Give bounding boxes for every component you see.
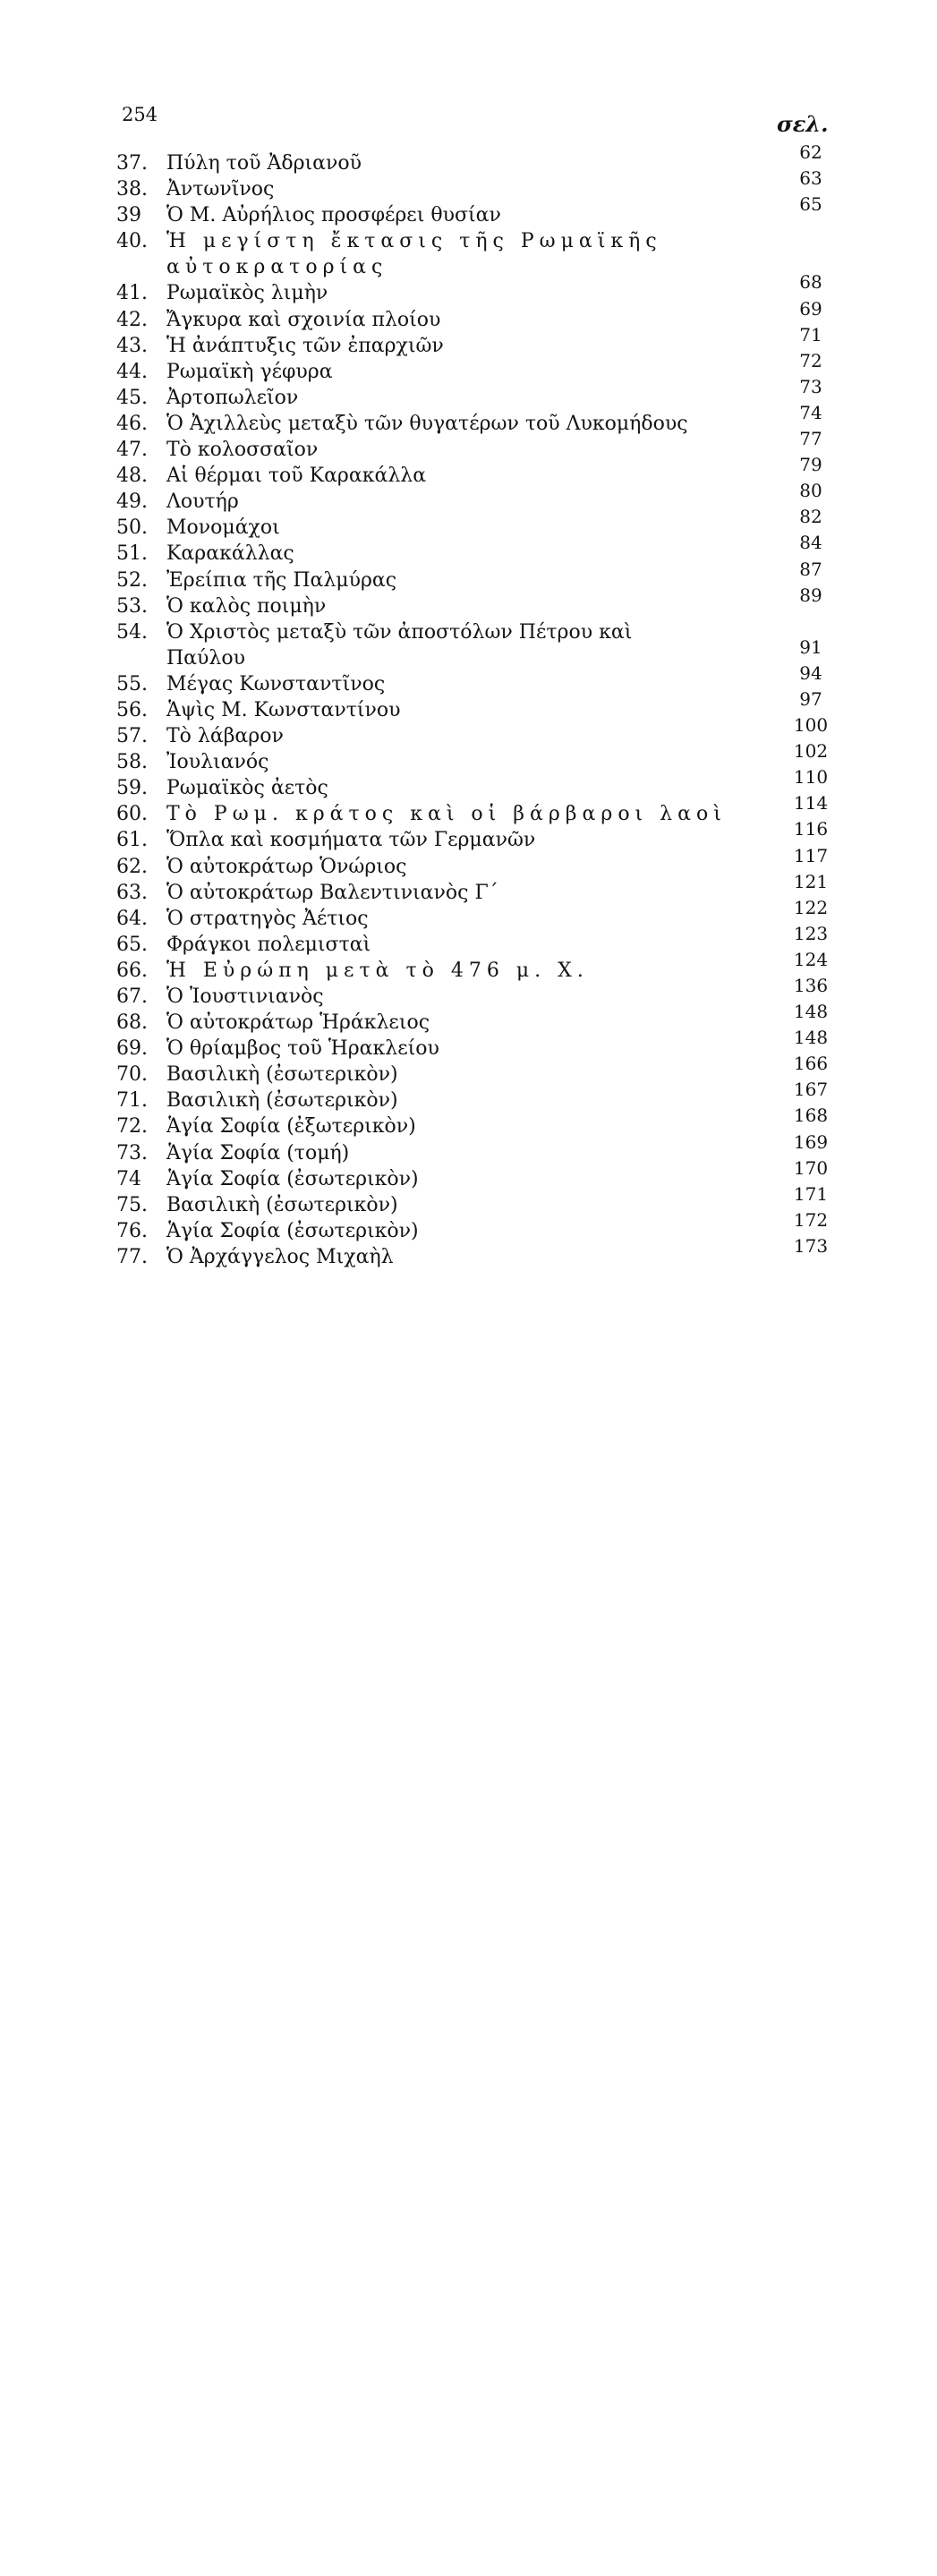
entry-title: Ἡ ἀνάπτυξις τῶν ἐπαρχιῶν bbox=[166, 334, 444, 357]
entry-title: Καρακάλλας bbox=[166, 542, 294, 566]
entry-number: 69. bbox=[116, 1037, 148, 1061]
page-column-header: σελ. bbox=[777, 111, 829, 137]
entry-number: 51. bbox=[116, 542, 148, 566]
entry-title: αὐτοκρατορίας bbox=[166, 256, 388, 279]
entry-title: Ὁ καλὸς ποιμὴν bbox=[166, 594, 327, 618]
entry-number: 46. bbox=[116, 412, 148, 435]
entry-number: 43. bbox=[116, 334, 148, 357]
entry-page-number: 123 bbox=[793, 922, 829, 944]
entry-number: 62. bbox=[116, 855, 148, 878]
entry-number: 39 bbox=[116, 204, 141, 227]
entry-title: Ἰουλιανός bbox=[166, 751, 269, 774]
entry-page-number: 89 bbox=[799, 584, 822, 606]
entry-page-number: 121 bbox=[793, 870, 829, 892]
entry-page-number: 100 bbox=[793, 714, 829, 737]
entry-title: Ἡ μεγίστη ἔκτασις τῆς Ρωμαϊκῆς bbox=[166, 230, 662, 253]
entry-number: 54. bbox=[116, 620, 148, 644]
entry-page-number: 72 bbox=[799, 349, 822, 371]
entry-title: Τὸ Ρωμ. κράτος καὶ οἱ βάρβαροι λαοὶ bbox=[166, 803, 727, 826]
entry-number: 53. bbox=[116, 594, 148, 618]
entry-number: 48. bbox=[116, 465, 148, 488]
entry-page-number: 63 bbox=[799, 167, 822, 190]
entry-title: Μονομάχοι bbox=[166, 516, 280, 540]
entry-title: Ὁ Ἀχιλλεὺς μεταξὺ τῶν θυγατέρων τοῦ Λυκομήδους bbox=[166, 412, 688, 435]
entry-page-number: 116 bbox=[793, 818, 829, 840]
entry-title: Βασιλικὴ (ἐσωτερικὸν) bbox=[166, 1089, 398, 1113]
entry-number: 63. bbox=[116, 881, 148, 904]
entry-page-number: 110 bbox=[793, 766, 829, 789]
entry-title: Αἱ θέρμαι τοῦ Καρακάλλα bbox=[166, 465, 427, 488]
entry-title: Βασιλικὴ (ἐσωτερικὸν) bbox=[166, 1063, 398, 1087]
entry-page-number: 94 bbox=[799, 661, 822, 684]
entry-number: 60. bbox=[116, 803, 148, 826]
entry-title: Ἐρείπια τῆς Παλμύρας bbox=[166, 568, 397, 592]
entry-page-number: 87 bbox=[799, 558, 822, 580]
entry-title: Ἁγία Σοφία (ἐξωτερικὸν) bbox=[166, 1115, 416, 1139]
entry-page-number: 97 bbox=[799, 687, 822, 710]
entry-page-number: 79 bbox=[799, 454, 822, 476]
entry-number: 57. bbox=[116, 725, 148, 748]
entry-number: 41. bbox=[116, 282, 148, 305]
entry-page-number: 62 bbox=[799, 141, 822, 163]
entry-title: Παύλου bbox=[166, 646, 245, 670]
entry-title: Τὸ κολοσσαῖον bbox=[166, 439, 319, 462]
entry-number: 75. bbox=[116, 1193, 148, 1216]
entry-page-number: 136 bbox=[793, 975, 829, 996]
entry-number: 68. bbox=[116, 1011, 148, 1035]
entry-number: 49. bbox=[116, 490, 148, 514]
entry-page-number: 122 bbox=[793, 896, 829, 918]
entry-title: Βασιλικὴ (ἐσωτερικὸν) bbox=[166, 1193, 398, 1216]
entry-page-number: 82 bbox=[799, 506, 822, 528]
entry-title: Ὁ αὐτοκράτωρ Ὁνώριος bbox=[166, 855, 407, 878]
entry-page-number: 173 bbox=[793, 1234, 829, 1257]
list-item bbox=[0, 1234, 937, 1270]
entry-number: 40. bbox=[116, 230, 148, 253]
entry-number: 71. bbox=[116, 1089, 148, 1113]
entry-title: Πύλη τοῦ Ἀδριανοῦ bbox=[166, 152, 362, 175]
entry-number: 47. bbox=[116, 439, 148, 462]
entry-number: 38. bbox=[116, 178, 148, 201]
entry-number: 76. bbox=[116, 1219, 148, 1242]
entry-number: 52. bbox=[116, 568, 148, 592]
entry-title: Ὅπλα καὶ κοσμήματα τῶν Γερμανῶν bbox=[166, 829, 536, 852]
entry-title: Ἁψὶς Μ. Κωνσταντίνου bbox=[166, 698, 401, 721]
entry-page-number: 124 bbox=[793, 948, 829, 970]
entry-title: Ὁ Μ. Αὐρήλιος προσφέρει θυσίαν bbox=[166, 204, 501, 227]
entry-page-number: 167 bbox=[793, 1079, 829, 1101]
entry-page-number: 84 bbox=[799, 532, 822, 554]
entry-page-number: 80 bbox=[799, 480, 822, 502]
entry-page-number: 168 bbox=[793, 1105, 829, 1127]
entry-number: 70. bbox=[116, 1063, 148, 1087]
entry-page-number: 68 bbox=[799, 271, 822, 294]
entry-number: 59. bbox=[116, 777, 148, 800]
entry-page-number: 117 bbox=[793, 844, 829, 866]
entry-page-number: 169 bbox=[793, 1130, 829, 1153]
entry-number: 72. bbox=[116, 1115, 148, 1139]
entry-number: 50. bbox=[116, 516, 148, 540]
entry-title: Ἡ Εὐρώπη μετὰ τὸ 476 μ. Χ. bbox=[166, 959, 589, 982]
entry-page-number: 71 bbox=[799, 323, 822, 345]
entry-number: 42. bbox=[116, 308, 148, 331]
entry-number: 74 bbox=[116, 1167, 141, 1190]
entry-page-number: 69 bbox=[799, 297, 822, 320]
entry-number: 64. bbox=[116, 907, 148, 930]
entry-number: 56. bbox=[116, 698, 148, 721]
entry-page-number: 77 bbox=[799, 428, 822, 450]
entry-number: 44. bbox=[116, 360, 148, 383]
entry-title: Ὁ Χριστὸς μεταξὺ τῶν ἀποστόλων Πέτρου καὶ bbox=[166, 620, 633, 644]
entry-title: Ὁ αὐτοκράτωρ Βαλεντινιανὸς Γ΄ bbox=[166, 881, 498, 904]
entry-number: 37. bbox=[116, 152, 148, 175]
entry-number: 65. bbox=[116, 933, 148, 956]
entry-title: Ὁ Ἰουστινιανὸς bbox=[166, 985, 324, 1008]
entry-page-number: 148 bbox=[793, 1027, 829, 1049]
entry-title: Ἁγία Σοφία (ἐσωτερικὸν) bbox=[166, 1167, 419, 1190]
entry-title: Ἁγία Σοφία (ἐσωτερικὸν) bbox=[166, 1219, 419, 1242]
entry-number: 67. bbox=[116, 985, 148, 1008]
entry-title: Λουτήρ bbox=[166, 490, 239, 514]
entry-number: 73. bbox=[116, 1141, 148, 1164]
entry-page-number: 65 bbox=[799, 193, 822, 216]
entry-page-number: 73 bbox=[799, 375, 822, 397]
entry-title: Μέγας Κωνσταντῖνος bbox=[166, 672, 386, 695]
entry-page-number: 74 bbox=[799, 401, 822, 423]
entry-page-number: 171 bbox=[793, 1182, 829, 1205]
entry-page-number: 170 bbox=[793, 1156, 829, 1179]
entry-number: 61. bbox=[116, 829, 148, 852]
entry-title: Ἀντωνῖνος bbox=[166, 178, 275, 201]
entry-number: 58. bbox=[116, 751, 148, 774]
entry-page-number: 91 bbox=[799, 635, 822, 658]
entry-title: Ὁ στρατηγὸς Ἀέτιος bbox=[166, 907, 369, 930]
entry-title: Ὁ θρίαμβος τοῦ Ἡρακλείου bbox=[166, 1037, 439, 1061]
entry-title: Ἁγία Σοφία (τομή) bbox=[166, 1141, 350, 1164]
table-of-illustrations bbox=[0, 141, 937, 1270]
entry-number: 55. bbox=[116, 672, 148, 695]
entry-page-number: 114 bbox=[793, 792, 829, 815]
entry-title: Ἀρτοπωλεῖον bbox=[166, 386, 299, 409]
entry-number: 77. bbox=[116, 1245, 148, 1268]
entry-page-number: 148 bbox=[793, 1001, 829, 1023]
entry-title: Ὁ αὐτοκράτωρ Ἡράκλειος bbox=[166, 1011, 430, 1035]
entry-title: Ὁ Ἀρχάγγελος Μιχαὴλ bbox=[166, 1245, 394, 1268]
entry-title: Ρωμαϊκὸς ἀετὸς bbox=[166, 777, 328, 800]
entry-title: Ἄγκυρα καὶ σχοινία πλοίου bbox=[166, 308, 441, 331]
entry-title: Ρωμαϊκὸς λιμὴν bbox=[166, 282, 328, 305]
entry-page-number: 102 bbox=[793, 740, 829, 763]
entry-number: 45. bbox=[116, 386, 148, 409]
entry-page-number: 166 bbox=[793, 1053, 829, 1075]
page-number: 254 bbox=[122, 104, 158, 125]
entry-title: Φράγκοι πολεμισταὶ bbox=[166, 933, 371, 956]
entry-number: 66. bbox=[116, 959, 148, 982]
entry-page-number: 172 bbox=[793, 1208, 829, 1231]
entry-title: Τὸ λάβαρον bbox=[166, 725, 284, 748]
entry-title: Ρωμαϊκὴ γέφυρα bbox=[166, 360, 333, 383]
